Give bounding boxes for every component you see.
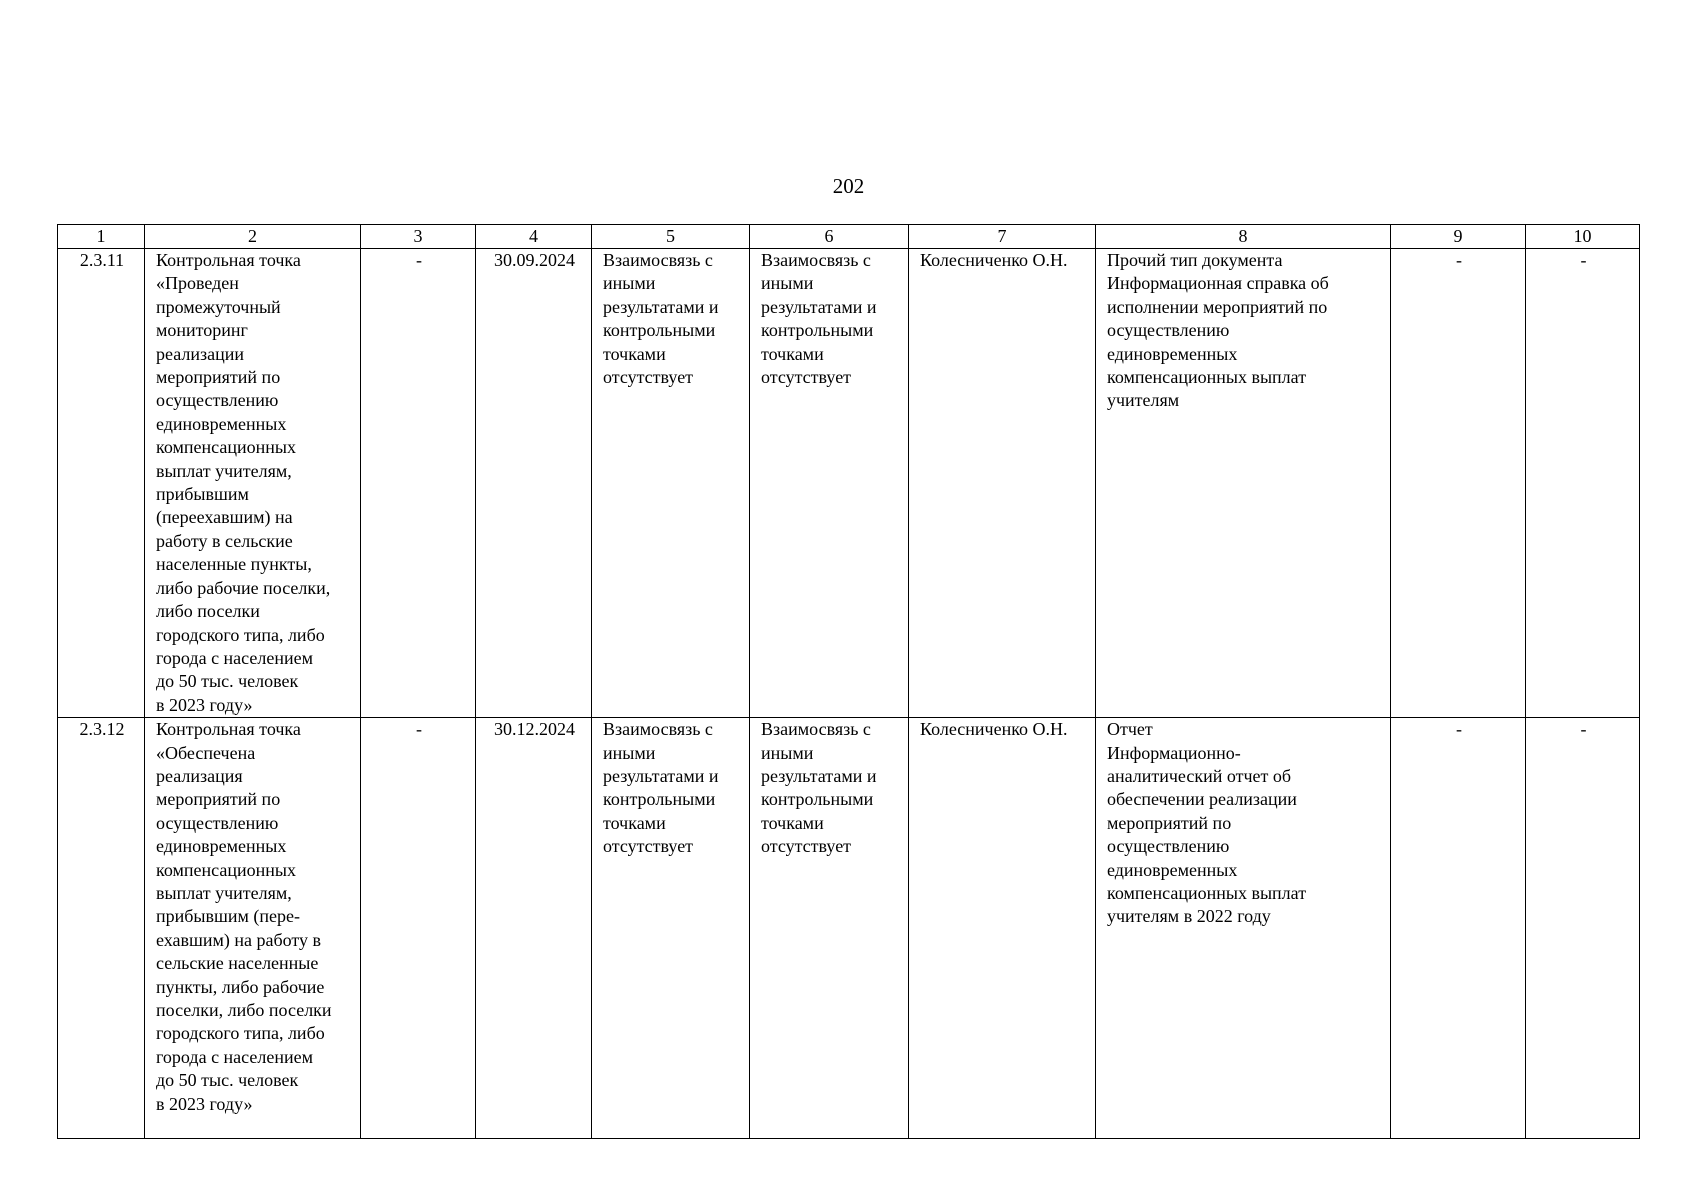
row-date: 30.09.2024	[476, 249, 592, 718]
cell-col3: -	[361, 249, 476, 718]
cell-col3: -	[361, 718, 476, 1139]
table-row	[58, 718, 1640, 1139]
column-header: 10	[1526, 225, 1640, 249]
row-document: Отчет Информационно- аналитический отчет об обеспечении реализации мероприятий по осуществлению единовременных компенсационных выплат учителям в 2022 году	[1096, 718, 1391, 1139]
page-number: 202	[832, 174, 865, 198]
column-header: 2	[145, 225, 361, 249]
column-header: 6	[750, 225, 909, 249]
cell-col6: Взаимосвязь с иными результатами и контрольными точками отсутствует	[750, 718, 909, 1139]
cell-col5: Взаимосвязь с иными результатами и контрольными точками отсутствует	[592, 718, 750, 1139]
cell-col5: Взаимосвязь с иными результатами и контрольными точками отсутствует	[592, 249, 750, 718]
row-description: Контрольная точка «Проведен промежуточный мониторинг реализации мероприятий по осуществлению единовременных компенсационных выплат учителям, прибывшим (переехавшим) на работу в сельские населенные пункты, либо рабочие поселки, либо поселки городского типа, либо города с населением до 50 тыс. человек в 2023 году»	[145, 249, 361, 718]
row-responsible: Колесниченко О.Н.	[909, 718, 1096, 1139]
cell-col9: -	[1391, 718, 1526, 1139]
row-number: 2.3.12	[58, 718, 145, 1139]
column-header: 7	[909, 225, 1096, 249]
row-responsible: Колесниченко О.Н.	[909, 249, 1096, 718]
row-document: Прочий тип документа Информационная справка об исполнении мероприятий по осуществлению единовременных компенсационных выплат учителям	[1096, 249, 1391, 718]
column-header: 9	[1391, 225, 1526, 249]
cell-col6: Взаимосвязь с иными результатами и контрольными точками отсутствует	[750, 249, 909, 718]
table-row	[58, 249, 1640, 718]
row-number: 2.3.11	[58, 249, 145, 718]
header-row	[58, 225, 1640, 249]
cell-col10: -	[1526, 249, 1640, 718]
row-date: 30.12.2024	[476, 718, 592, 1139]
data-table	[57, 224, 1640, 1139]
cell-col10: -	[1526, 718, 1640, 1139]
column-header: 3	[361, 225, 476, 249]
column-header: 4	[476, 225, 592, 249]
column-header: 8	[1096, 225, 1391, 249]
cell-col9: -	[1391, 249, 1526, 718]
column-header: 1	[58, 225, 145, 249]
column-header: 5	[592, 225, 750, 249]
row-description: Контрольная точка «Обеспечена реализация мероприятий по осуществлению единовременных компенсационных выплат учителям, прибывшим (пере- ехавшим) на работу в сельские населенные пункты, либо рабочие поселки, либо поселки городского типа, либо города с населением до 50 тыс. человек в 2023 году»	[145, 718, 361, 1139]
